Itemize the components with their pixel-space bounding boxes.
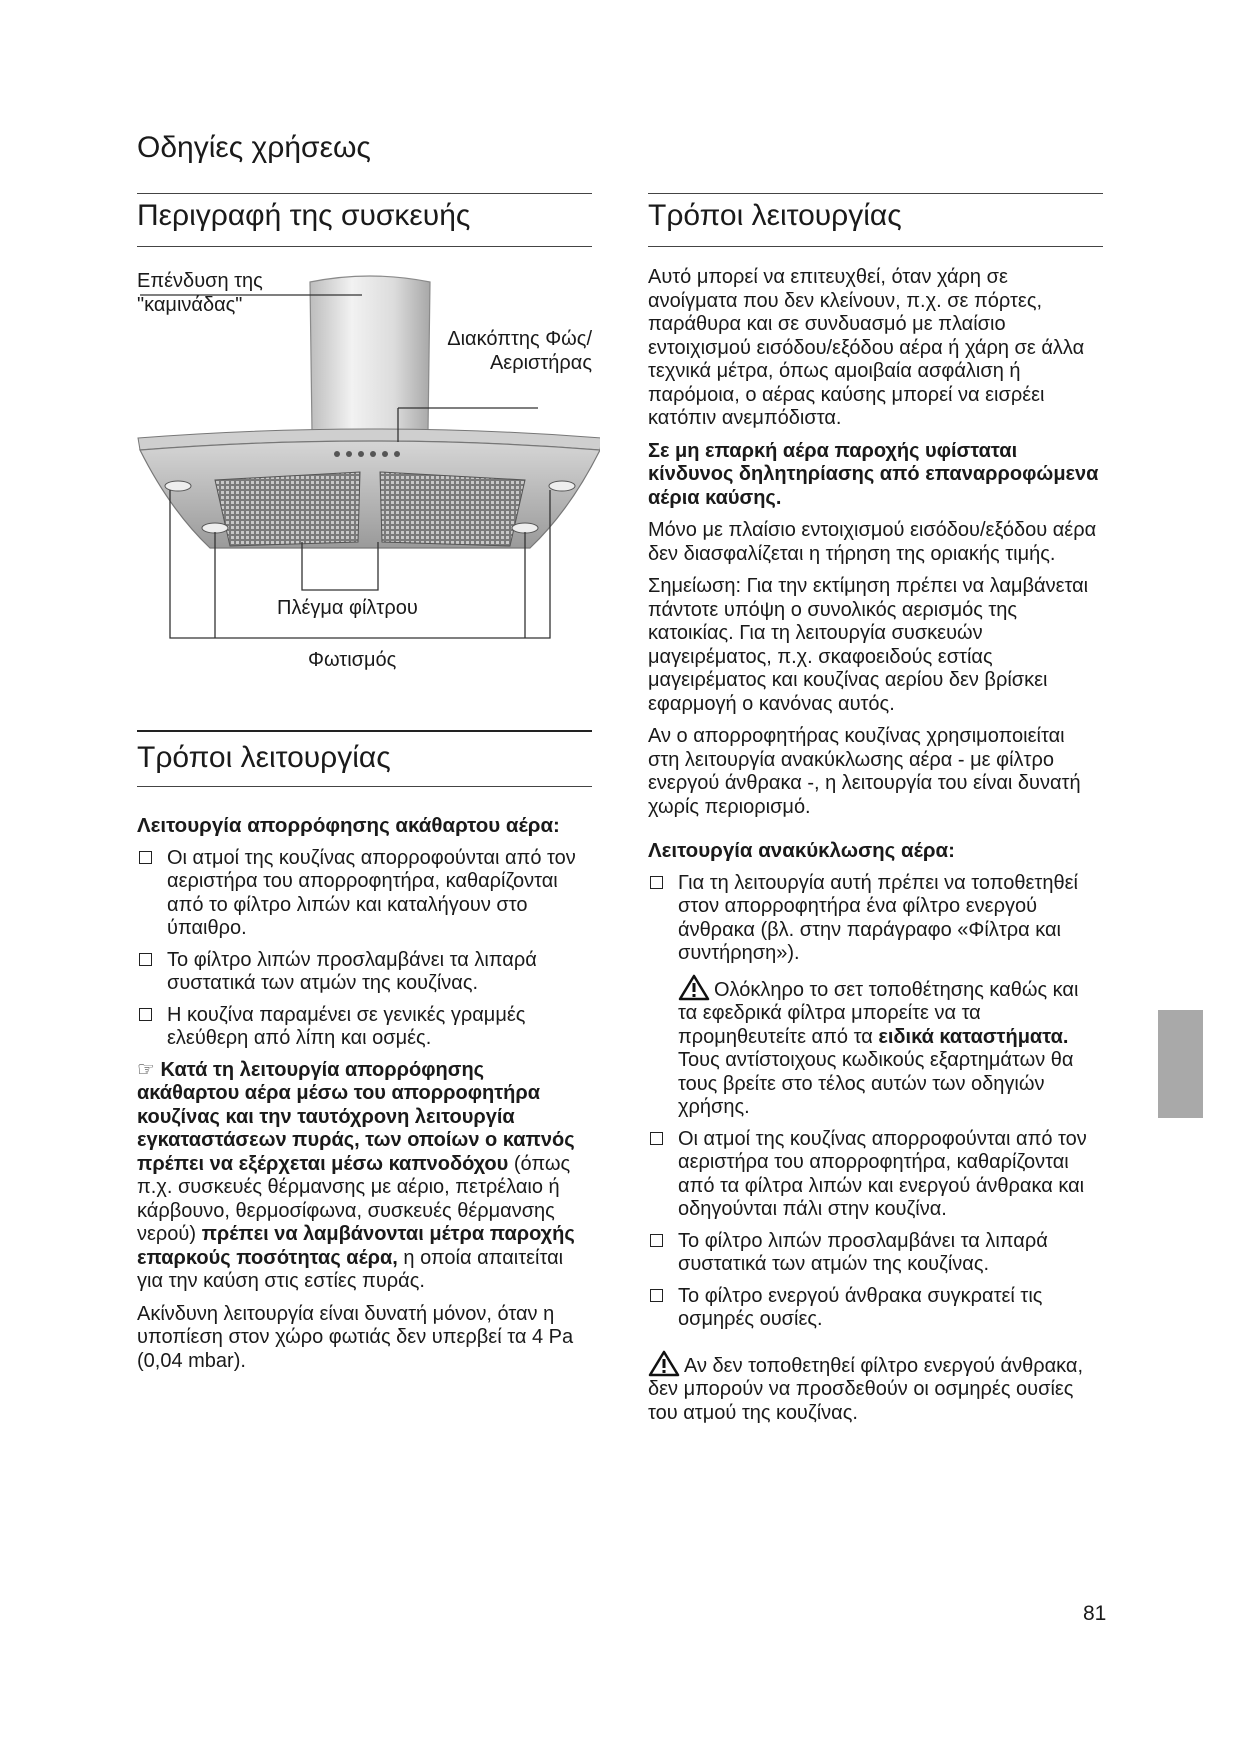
- warning-triangle-icon: [678, 974, 710, 1001]
- section-heading-description: Περιγραφή της συσκευής: [137, 199, 471, 232]
- section-rule-top: [648, 193, 1103, 194]
- light-right-bottom: [512, 523, 538, 533]
- checkbox-bullet-icon: [650, 1289, 663, 1302]
- list-item: Το φίλτρο λιπών προσλαμβάνει τα λιπαρά συστατικά των ατμών της κουζίνας.: [648, 1230, 1100, 1277]
- note-paragraph: ☞ Κατά τη λειτουργία απορρόφησης ακάθαρτου αέρα μέσω του απορροφητήρα κουζίνας και την ταυτόχρονη λειτουργία εγκαταστάσεων πυράς, των οποίων ο καπνός πρέπει να εξέρχεται μέσω καπνοδόχου (όπως π.χ. συσκευές θέρμανσης με αέριο, πετρέλαιο ή κάρβουνο, θερμοσίφωνα, συσκευές θέρμανσης νερού) πρέπει να λαμβάνονται μέτρα παροχής επαρκούς ποσότητας αέρα, η οποία απαιτείται για την καύση στις εστίες πυράς.: [137, 1058, 575, 1292]
- label-filter-mesh: Πλέγμα φίλτρου: [277, 597, 418, 619]
- section-heading-operation: Τρόποι λειτουργίας: [137, 741, 391, 774]
- checkbox-bullet-icon: [139, 851, 152, 864]
- section-rule-bottom: [648, 246, 1103, 247]
- paragraph: Μόνο με πλαίσιο εντοιχισμού εισόδου/εξόδου αέρα δεν διασφαλίζεται η τήρηση της οριακής τιμής.: [648, 519, 1097, 565]
- filter-right: [380, 472, 525, 546]
- section-rule-bottom: [137, 246, 592, 247]
- range-hood-diagram: [130, 260, 600, 690]
- list-item: Για τη λειτουργία αυτή πρέπει να τοποθετηθεί στον απορροφητήρα ένα φίλτρο ενεργού άνθρακα (βλ. στην παράγραφο «Φίλτρα και συντήρηση»).: [648, 872, 1100, 966]
- section-rule-top: [137, 730, 592, 732]
- label-chimney: Επένδυση της "καμινάδας": [137, 270, 263, 316]
- list-item: Οι ατμοί της κουζίνας απορροφούνται από τον αεριστήρα του απορροφητήρα, καθαρίζονται από το φίλτρο λιπών και καταλήγουν στο ύπαιθρο.: [137, 847, 589, 941]
- list-item: Το φίλτρο ενεργού άνθρακα συγκρατεί τις οσμηρές ουσίες.: [648, 1285, 1100, 1332]
- filter-left: [215, 472, 360, 546]
- label-lighting: Φωτισμός: [308, 649, 397, 671]
- left-column-body: [137, 814, 589, 1382]
- recirculation-heading: Λειτουργία ανακύκλωσης αέρα:: [648, 839, 955, 862]
- chapter-thumb-tab: [1158, 1010, 1203, 1118]
- list-item: Οι ατμοί της κουζίνας απορροφούνται από τον αεριστήρα του απορροφητήρα, καθαρίζονται από τα φίλτρα λιπών και ενεργού άνθρακα και οδηγούνται πάλι στην κουζίνα.: [648, 1128, 1100, 1222]
- paragraph: Αν ο απορροφητήρας κουζίνας χρησιμοποιείται στη λειτουργία ανακύκλωσης αέρα - με φίλτρο ενεργού άνθρακα -, η λειτουργία του είναι δυνατή χωρίς περιορισμό.: [648, 725, 1081, 818]
- light-right-top: [549, 481, 575, 491]
- light-left-bottom: [202, 523, 228, 533]
- section-rule-top: [137, 193, 592, 194]
- checkbox-bullet-icon: [650, 1132, 663, 1145]
- warning-block: Ολόκληρο το σετ τοποθέτησης καθώς και τα εφεδρικά φίλτρα μπορείτε να τα προμηθευτείτε από τα ειδικά καταστήματα. Τους αντίστοιχους κωδικούς εξαρτημάτων θα τους βρείτε στο τέλος αυτών των οδηγιών χρήσης.: [648, 974, 1100, 1120]
- section-rule-bottom: [137, 786, 592, 787]
- checkbox-bullet-icon: [650, 876, 663, 889]
- safe-operation-paragraph: Ακίνδυνη λειτουργία είναι δυνατή μόνον, όταν η υποπίεση στον χώρο φωτιάς δεν υπερβεί τα 4 Pa (0,04 mbar).: [137, 1302, 574, 1372]
- exhaust-mode-heading: Λειτουργία απορρόφησης ακάθαρτου αέρα:: [137, 814, 560, 837]
- checkbox-bullet-icon: [139, 953, 152, 966]
- pointing-hand-icon: ☞: [137, 1058, 155, 1081]
- warning-paragraph: Σε μη επαρκή αέρα παροχής υφίσταται κίνδυνος δηλητηρίασης από επαναρροφώμενα αέρια καύσης.: [648, 439, 1099, 509]
- right-column-body: [648, 266, 1100, 1434]
- light-left-top: [165, 481, 191, 491]
- warning-triangle-icon: [648, 1350, 680, 1377]
- checkbox-bullet-icon: [650, 1234, 663, 1247]
- paragraph: Σημείωση: Για την εκτίμηση πρέπει να λαμβάνεται πάντοτε υπόψη ο συνολικός αερισμός της κατοικίας. Για τη λειτουργία συσκευών μαγειρέματος, π.χ. σκαφοειδούς εστίας μαγειρέματος και κουζίνας αερίου δεν βρίσκει εφαρμογή ο κανόνας αυτός.: [648, 575, 1089, 715]
- page-title: Οδηγίες χρήσεως: [137, 131, 371, 164]
- page-number: 81: [1083, 1602, 1107, 1625]
- list-item: Το φίλτρο λιπών προσλαμβάνει τα λιπαρά συστατικά των ατμών της κουζίνας.: [137, 949, 589, 996]
- section-heading-operation-cont: Τρόποι λειτουργίας: [648, 199, 902, 232]
- label-switch: Διακόπτης Φώς/ Αεριστήρας: [447, 328, 592, 374]
- warning-paragraph-final: Αν δεν τοποθετηθεί φίλτρο ενεργού άνθρακα, δεν μπορούν να προσδεθούν οι οσμηρές ουσίες του ατμού της κουζίνας.: [648, 1350, 1100, 1426]
- paragraph: Αυτό μπορεί να επιτευχθεί, όταν χάρη σε ανοίγματα που δεν κλείνουν, π.χ. σε πόρτες, παράθυρα και σε συνδυασμό με πλαίσιο εντοιχισμού εισόδου/εξόδου αέρα ή χάρη σε άλλα τεχνικά μέτρα, όπως αμοιβαία ασφάλιση ή παρόμοια, ο αέρας καύσης μπορεί να εισρέει κατόπιν ανεμπόδιστα.: [648, 266, 1085, 429]
- checkbox-bullet-icon: [139, 1008, 152, 1021]
- list-item: Η κουζίνα παραμένει σε γενικές γραμμές ελεύθερη από λίπη και οσμές.: [137, 1004, 589, 1051]
